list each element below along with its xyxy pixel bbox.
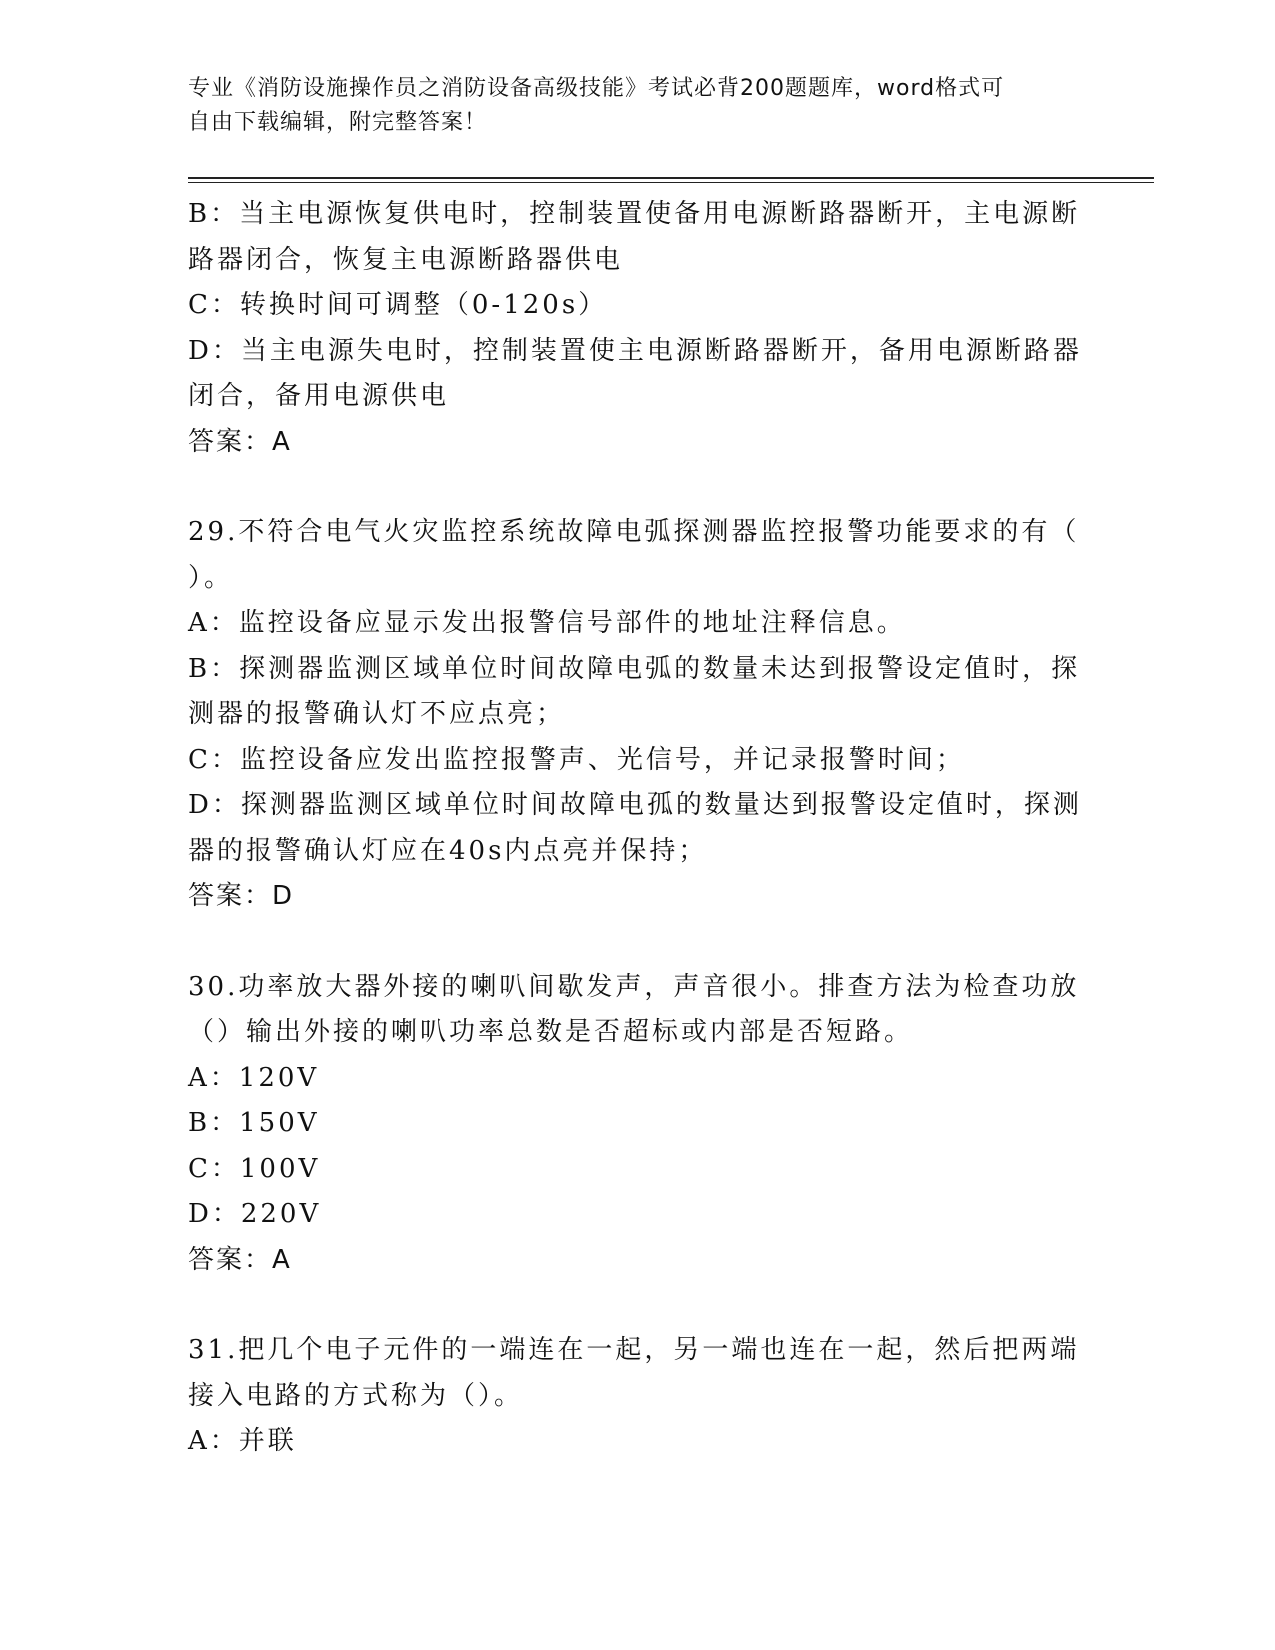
- q31-stem-line-1: 31.把几个电子元件的一端连在一起，另一端也连在一起，然后把两端: [188, 1335, 1080, 1365]
- q29-stem-line-2: ）。: [188, 562, 234, 593]
- q31-stem-line-2: 接入电路的方式称为（）。: [188, 1380, 524, 1411]
- q28-option-c: C：转换时间可调整（0-120s）: [188, 290, 608, 320]
- q31-option-a: A：并联: [188, 1426, 297, 1456]
- q29-option-b-line-2: 测器的报警确认灯不应点亮；: [188, 699, 566, 729]
- q28-answer: 答案：A: [188, 426, 292, 457]
- question-29: [188, 510, 1082, 920]
- q30-option-c: C：100V: [188, 1153, 321, 1184]
- q28-option-d-line-1: D：当主电源失电时，控制装置使主电源断路器断开，备用电源断路器: [188, 335, 1082, 366]
- header-title-line-1: 专业《消防设施操作员之消防设备高级技能》考试必背200题题库，word格式可: [188, 76, 1005, 101]
- header-divider-thin: [188, 182, 1154, 183]
- q29-stem-line-1: 29.不符合电气火灾监控系统故障电弧探测器监控报警功能要求的有（: [188, 517, 1080, 547]
- q30-option-d: D：220V: [188, 1199, 322, 1229]
- q29-answer: 答案：D: [188, 881, 295, 911]
- question-28: [188, 192, 1082, 465]
- q30-option-b: B：150V: [188, 1108, 320, 1138]
- q28-option-b-line-2: 路器闭合，恢复主电源断路器供电: [188, 244, 624, 275]
- q30-option-a: A：120V: [188, 1062, 320, 1093]
- q29-option-d-line-2: 器的报警确认灯应在40s内点亮并保持；: [188, 835, 708, 866]
- question-31: [188, 1328, 1078, 1465]
- spacer: [188, 920, 1078, 965]
- q29-option-c: C：监控设备应发出监控报警声、光信号，并记录报警时间；: [188, 744, 965, 775]
- header-title-line-2: 自由下载编辑，附完整答案！: [188, 110, 488, 135]
- question-30: [188, 965, 1078, 1284]
- q30-answer: 答案：A: [188, 1244, 292, 1275]
- header-divider-thick: [188, 177, 1154, 179]
- question-list: [188, 192, 1082, 1465]
- q28-option-d-line-2: 闭合，备用电源供电: [188, 381, 450, 411]
- spacer: [188, 1283, 1078, 1328]
- q30-stem-line-2: （）输出外接的喇叭功率总数是否超标或内部是否短路。: [188, 1017, 914, 1047]
- document-header: [188, 72, 1068, 140]
- q29-option-a: A：监控设备应显示发出报警信号部件的地址注释信息。: [188, 608, 906, 638]
- q28-option-b-line-1: B：当主电源恢复供电时，控制装置使备用电源断路器断开，主电源断: [188, 199, 1081, 229]
- q29-option-d-line-1: D：探测器监测区域单位时间故障电孤的数量达到报警设定值时，探测: [188, 790, 1082, 820]
- spacer: [188, 465, 1078, 510]
- q30-stem-line-1: 30.功率放大器外接的喇叭间歇发声，声音很小。排查方法为检查功放: [188, 971, 1080, 1002]
- q29-option-b-line-1: B：探测器监测区域单位时间故障电弧的数量未达到报警设定值时，探: [188, 653, 1081, 684]
